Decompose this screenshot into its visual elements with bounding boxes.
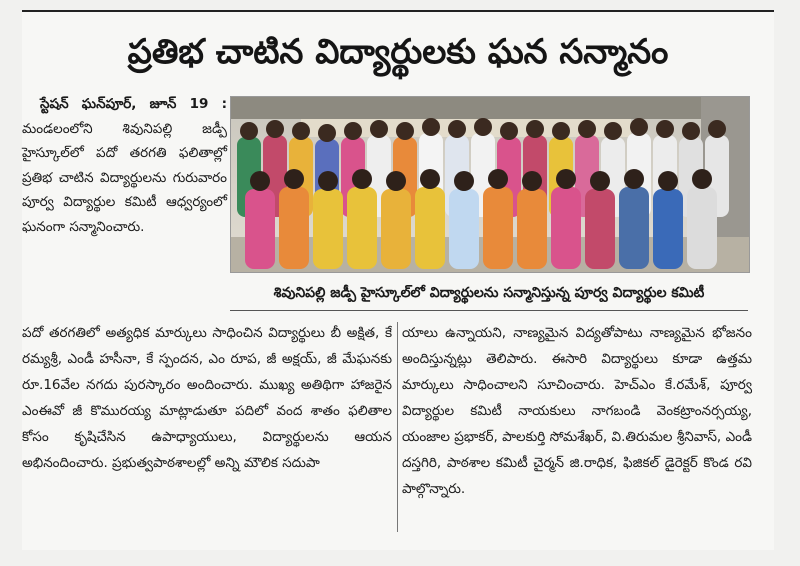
headline: ప్రతిభ చాటిన విద్యార్థులకు ఘన సన్మానం (127, 32, 669, 72)
photo-caption: శివునిపల్లి జడ్పీ హైస్కూల్‌లో విద్యార్థులను సన్మానిస్తున్న పూర్వ విద్యార్థుల కమిటీ (230, 276, 748, 311)
body-text-right: యాలు ఉన్నాయని, నాణ్యమైన విద్యతోపాటు నాణ్యమైన భోజనం అందిస్తున్నట్లు తెలిపారు. ఈసారి విద్యార్థులు కూడా ఉత్తమ మార్కులు సాధించాలని సూచించారు. హెచ్‌ఎం కే.రమేశ్, పూర్వ విద్యార్థుల కమిటీ నాయకులు నాగబండి వెంకట్రాంనర్సయ్య, యంజాల ప్రభాకర్, పాలకుర్తి సోమశేఖర్, వి.తిరుమల శ్రీనివాస్, ఎండీ దస్తగిరి, పాఠశాల కమిటీ చైర్మన్ జి.రాధిక, ఫిజికల్ డైరెక్టర్ కొండ రవి పాల్గొన్నారు. (402, 325, 752, 497)
group-photo-image (231, 97, 749, 272)
dateline: స్టేషన్ ఘన్‌పూర్, జూన్ 19 : (40, 96, 227, 112)
lead-column (22, 92, 227, 320)
lead-text: మండలంలోని శివునిపల్లి జడ్పీ హైస్కూల్‌లో పదో తరగతి ఫలితాల్లో ప్రతిభ చాటిన విద్యార్థులను గురువారం పూర్వ విద్యార్థుల కమిటీ ఆధ్వర్యంలో ఘనంగా సన్మానించారు. (22, 120, 227, 235)
column-divider (397, 322, 398, 532)
body-column-right (402, 320, 752, 540)
news-photo (230, 96, 750, 273)
body-column-left (22, 320, 392, 540)
top-rule (22, 10, 774, 12)
body-text-left: పదో తరగతిలో అత్యధిక మార్కులు సాధించిన విద్యార్థులు బీ అక్షిత, కే రమ్యశ్రీ, ఎండీ హసీనా, కే స్పందన, ఎం రూప, జీ అక్షయ్, జీ మేఘనకు రూ.16వేల నగదు పురస్కారం అందించారు. ముఖ్య అతిథిగా హాజరైన ఎంఈవో జీ కొమురయ్య మాట్లాడుతూ పదిలో వంద శాతం ఫలితాల కోసం కృషిచేసిన ఉపాధ్యాయులు, విద్యార్థులను ఆయన అభినందించారు. ప్రభుత్వపాఠశాలల్లో అన్ని మౌలిక సదుపా (22, 325, 392, 471)
lead-paragraph (22, 92, 227, 239)
